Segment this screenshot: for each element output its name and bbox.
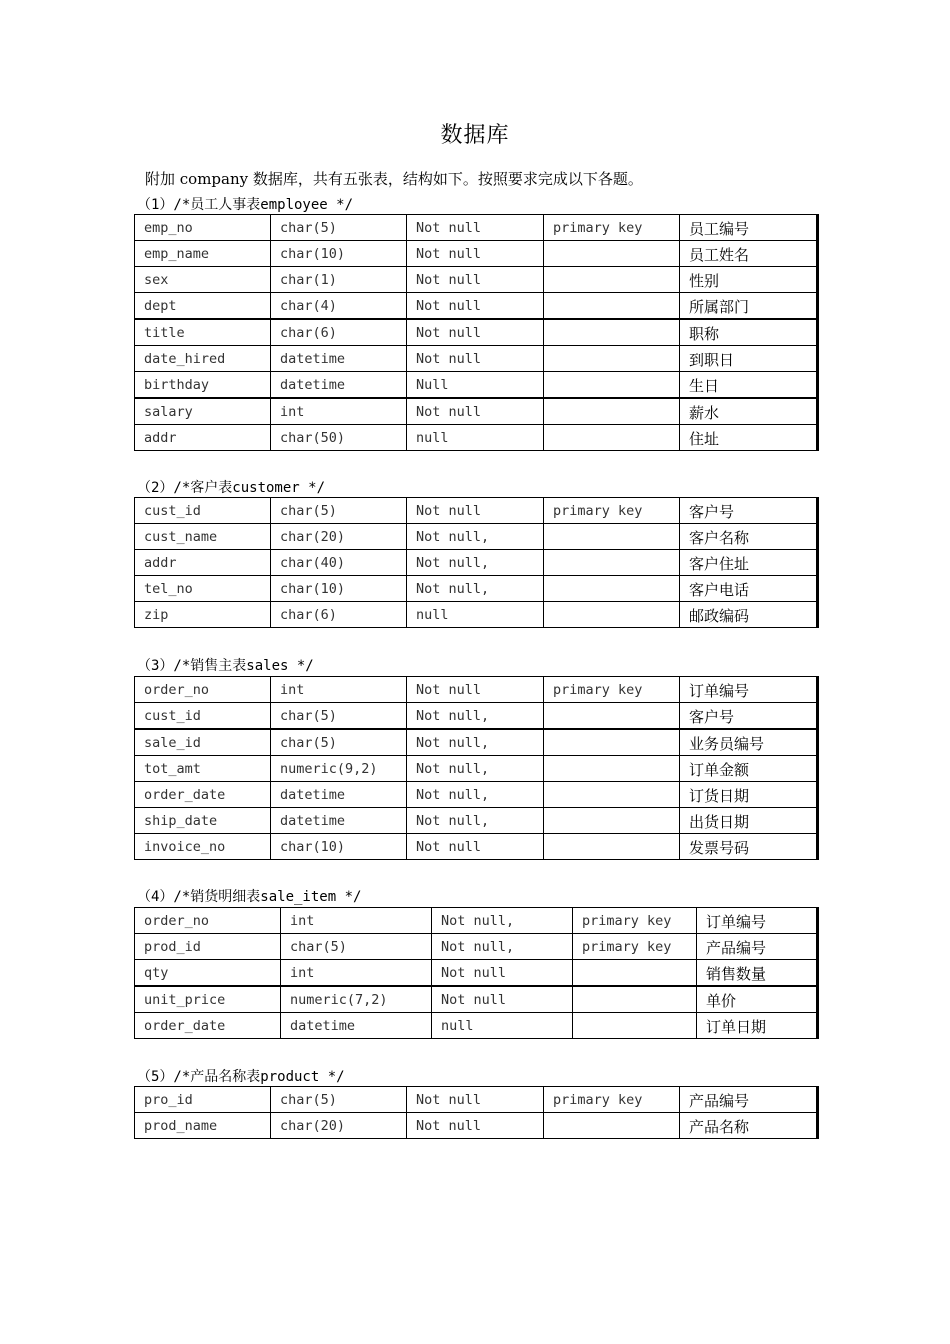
description-cell: 员工编号 bbox=[680, 215, 818, 241]
nullability-cell: Not null, bbox=[407, 808, 544, 834]
nullability-cell: Not null bbox=[407, 346, 544, 372]
customer-table bbox=[134, 497, 819, 628]
nullability-cell: Null bbox=[407, 372, 544, 399]
table-row bbox=[135, 703, 818, 730]
column-name-cell: date_hired bbox=[135, 346, 271, 372]
description-cell: 到职日 bbox=[680, 346, 818, 372]
nullability-cell: Not null bbox=[407, 215, 544, 241]
column-name-cell: tel_no bbox=[135, 576, 271, 602]
column-name-cell: addr bbox=[135, 550, 271, 576]
table-row bbox=[135, 756, 818, 782]
table-2-caption: （2）/*客户表customer */ bbox=[137, 480, 326, 496]
column-name-cell: tot_amt bbox=[135, 756, 271, 782]
sales-table bbox=[134, 676, 819, 860]
key-cell bbox=[544, 576, 680, 602]
nullability-cell: Not null, bbox=[407, 550, 544, 576]
description-cell: 产品编号 bbox=[697, 934, 818, 960]
table-row bbox=[135, 215, 818, 241]
nullability-cell: Not null bbox=[432, 960, 573, 987]
description-cell: 客户住址 bbox=[680, 550, 818, 576]
description-cell: 生日 bbox=[680, 372, 818, 399]
description-cell: 发票号码 bbox=[680, 834, 818, 860]
column-name-cell: ship_date bbox=[135, 808, 271, 834]
data-type-cell: char(10) bbox=[271, 576, 407, 602]
data-type-cell: char(10) bbox=[271, 241, 407, 267]
table-row bbox=[135, 398, 818, 425]
nullability-cell: null bbox=[407, 425, 544, 451]
description-cell: 销售数量 bbox=[697, 960, 818, 987]
description-cell: 产品名称 bbox=[680, 1113, 818, 1139]
description-cell: 业务员编号 bbox=[680, 729, 818, 756]
description-cell: 客户名称 bbox=[680, 524, 818, 550]
description-cell: 薪水 bbox=[680, 398, 818, 425]
employee-table bbox=[134, 214, 819, 451]
description-cell: 住址 bbox=[680, 425, 818, 451]
nullability-cell: Not null bbox=[407, 498, 544, 524]
page-title: 数据库 bbox=[440, 123, 510, 148]
intro-text: 附加 company 数据库，共有五张表，结构如下。按照要求完成以下各题。 bbox=[145, 170, 643, 188]
description-cell: 订单金额 bbox=[680, 756, 818, 782]
description-cell: 客户电话 bbox=[680, 576, 818, 602]
table-row bbox=[135, 1087, 818, 1113]
nullability-cell: Not null, bbox=[407, 756, 544, 782]
nullability-cell: null bbox=[432, 1013, 573, 1039]
table-row bbox=[135, 319, 818, 346]
data-type-cell: char(5) bbox=[271, 703, 407, 730]
key-cell bbox=[544, 602, 680, 628]
nullability-cell: Not null, bbox=[432, 908, 573, 934]
key-cell bbox=[573, 986, 697, 1013]
data-type-cell: char(20) bbox=[271, 1113, 407, 1139]
column-name-cell: prod_id bbox=[135, 934, 281, 960]
data-type-cell: char(50) bbox=[271, 425, 407, 451]
data-type-cell: char(20) bbox=[271, 524, 407, 550]
nullability-cell: Not null bbox=[407, 677, 544, 703]
data-type-cell: datetime bbox=[271, 782, 407, 808]
table-4-caption: （4）/*销货明细表sale_item */ bbox=[137, 889, 362, 905]
key-cell bbox=[544, 398, 680, 425]
table-row bbox=[135, 576, 818, 602]
column-name-cell: zip bbox=[135, 602, 271, 628]
data-type-cell: datetime bbox=[271, 808, 407, 834]
nullability-cell: null bbox=[407, 602, 544, 628]
table-row bbox=[135, 1113, 818, 1139]
nullability-cell: Not null bbox=[407, 319, 544, 346]
column-name-cell: title bbox=[135, 319, 271, 346]
column-name-cell: order_no bbox=[135, 677, 271, 703]
column-name-cell: sale_id bbox=[135, 729, 271, 756]
column-name-cell: emp_no bbox=[135, 215, 271, 241]
column-name-cell: qty bbox=[135, 960, 281, 987]
data-type-cell: char(5) bbox=[271, 1087, 407, 1113]
column-name-cell: dept bbox=[135, 293, 271, 320]
table-row bbox=[135, 960, 818, 987]
nullability-cell: Not null bbox=[407, 293, 544, 320]
data-type-cell: char(1) bbox=[271, 267, 407, 293]
data-type-cell: int bbox=[281, 960, 432, 987]
table-row bbox=[135, 908, 818, 934]
table-row bbox=[135, 834, 818, 860]
nullability-cell: Not null, bbox=[432, 934, 573, 960]
key-cell bbox=[544, 267, 680, 293]
key-cell bbox=[544, 425, 680, 451]
column-name-cell: order_date bbox=[135, 1013, 281, 1039]
table-3-caption: （3）/*销售主表sales */ bbox=[137, 658, 314, 674]
nullability-cell: Not null, bbox=[407, 576, 544, 602]
column-name-cell: pro_id bbox=[135, 1087, 271, 1113]
data-type-cell: char(40) bbox=[271, 550, 407, 576]
key-cell: primary key bbox=[544, 1087, 680, 1113]
column-name-cell: cust_id bbox=[135, 703, 271, 730]
data-type-cell: datetime bbox=[271, 372, 407, 399]
column-name-cell: birthday bbox=[135, 372, 271, 399]
key-cell bbox=[544, 550, 680, 576]
key-cell: primary key bbox=[573, 908, 697, 934]
column-name-cell: prod_name bbox=[135, 1113, 271, 1139]
data-type-cell: int bbox=[271, 677, 407, 703]
table-row bbox=[135, 602, 818, 628]
key-cell bbox=[573, 960, 697, 987]
data-type-cell: char(4) bbox=[271, 293, 407, 320]
table-row bbox=[135, 808, 818, 834]
table-5-caption: （5）/*产品名称表product */ bbox=[137, 1069, 345, 1085]
key-cell bbox=[544, 346, 680, 372]
nullability-cell: Not null, bbox=[407, 524, 544, 550]
column-name-cell: sex bbox=[135, 267, 271, 293]
table-row bbox=[135, 550, 818, 576]
data-type-cell: int bbox=[281, 908, 432, 934]
key-cell bbox=[573, 1013, 697, 1039]
table-row bbox=[135, 782, 818, 808]
table-row bbox=[135, 524, 818, 550]
data-type-cell: numeric(7,2) bbox=[281, 986, 432, 1013]
description-cell: 单价 bbox=[697, 986, 818, 1013]
column-name-cell: invoice_no bbox=[135, 834, 271, 860]
column-name-cell: order_no bbox=[135, 908, 281, 934]
key-cell bbox=[544, 241, 680, 267]
data-type-cell: char(10) bbox=[271, 834, 407, 860]
column-name-cell: salary bbox=[135, 398, 271, 425]
description-cell: 订单编号 bbox=[680, 677, 818, 703]
table-row bbox=[135, 934, 818, 960]
description-cell: 员工姓名 bbox=[680, 241, 818, 267]
key-cell bbox=[544, 524, 680, 550]
nullability-cell: Not null bbox=[407, 1087, 544, 1113]
table-row bbox=[135, 729, 818, 756]
key-cell bbox=[544, 703, 680, 730]
data-type-cell: numeric(9,2) bbox=[271, 756, 407, 782]
column-name-cell: cust_id bbox=[135, 498, 271, 524]
description-cell: 职称 bbox=[680, 319, 818, 346]
data-type-cell: datetime bbox=[281, 1013, 432, 1039]
column-name-cell: emp_name bbox=[135, 241, 271, 267]
description-cell: 客户号 bbox=[680, 703, 818, 730]
data-type-cell: datetime bbox=[271, 346, 407, 372]
nullability-cell: Not null bbox=[407, 267, 544, 293]
key-cell bbox=[544, 834, 680, 860]
table-row bbox=[135, 425, 818, 451]
table-row bbox=[135, 1013, 818, 1039]
table-row bbox=[135, 677, 818, 703]
table-1-caption: （1）/*员工人事表employee */ bbox=[137, 197, 354, 213]
data-type-cell: char(5) bbox=[281, 934, 432, 960]
description-cell: 出货日期 bbox=[680, 808, 818, 834]
table-row bbox=[135, 372, 818, 399]
nullability-cell: Not null, bbox=[407, 782, 544, 808]
nullability-cell: Not null bbox=[407, 1113, 544, 1139]
product-table bbox=[134, 1086, 819, 1139]
description-cell: 订货日期 bbox=[680, 782, 818, 808]
key-cell: primary key bbox=[544, 677, 680, 703]
key-cell bbox=[544, 756, 680, 782]
table-row bbox=[135, 267, 818, 293]
nullability-cell: Not null, bbox=[407, 703, 544, 730]
description-cell: 所属部门 bbox=[680, 293, 818, 320]
column-name-cell: order_date bbox=[135, 782, 271, 808]
key-cell bbox=[544, 1113, 680, 1139]
key-cell bbox=[544, 293, 680, 320]
data-type-cell: char(5) bbox=[271, 498, 407, 524]
key-cell: primary key bbox=[544, 498, 680, 524]
key-cell: primary key bbox=[573, 934, 697, 960]
data-type-cell: char(5) bbox=[271, 729, 407, 756]
data-type-cell: char(6) bbox=[271, 602, 407, 628]
key-cell: primary key bbox=[544, 215, 680, 241]
table-row bbox=[135, 986, 818, 1013]
nullability-cell: Not null, bbox=[407, 729, 544, 756]
key-cell bbox=[544, 808, 680, 834]
nullability-cell: Not null bbox=[407, 834, 544, 860]
key-cell bbox=[544, 319, 680, 346]
table-row bbox=[135, 293, 818, 320]
description-cell: 性别 bbox=[680, 267, 818, 293]
key-cell bbox=[544, 782, 680, 808]
description-cell: 客户号 bbox=[680, 498, 818, 524]
description-cell: 邮政编码 bbox=[680, 602, 818, 628]
data-type-cell: char(6) bbox=[271, 319, 407, 346]
table-row bbox=[135, 241, 818, 267]
table-row bbox=[135, 346, 818, 372]
nullability-cell: Not null bbox=[432, 986, 573, 1013]
column-name-cell: cust_name bbox=[135, 524, 271, 550]
data-type-cell: char(5) bbox=[271, 215, 407, 241]
description-cell: 订单日期 bbox=[697, 1013, 818, 1039]
data-type-cell: int bbox=[271, 398, 407, 425]
description-cell: 产品编号 bbox=[680, 1087, 818, 1113]
nullability-cell: Not null bbox=[407, 398, 544, 425]
sale-item-table bbox=[134, 907, 819, 1039]
key-cell bbox=[544, 729, 680, 756]
key-cell bbox=[544, 372, 680, 399]
table-row bbox=[135, 498, 818, 524]
column-name-cell: unit_price bbox=[135, 986, 281, 1013]
column-name-cell: addr bbox=[135, 425, 271, 451]
description-cell: 订单编号 bbox=[697, 908, 818, 934]
nullability-cell: Not null bbox=[407, 241, 544, 267]
